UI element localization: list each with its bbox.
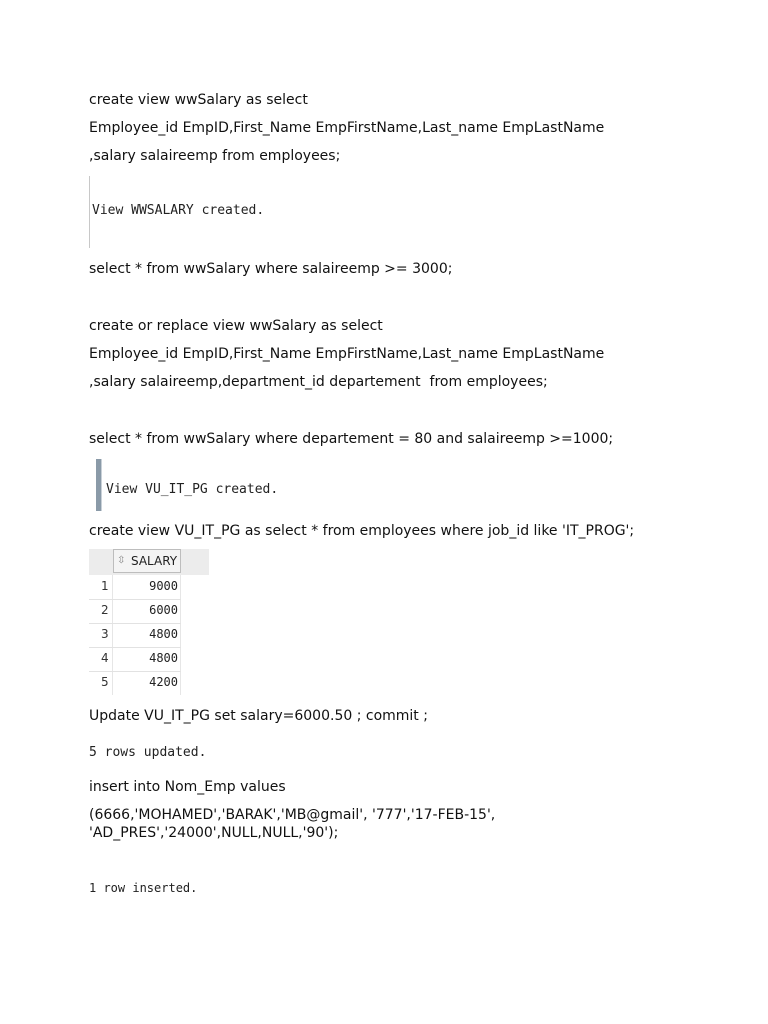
sql-line: create or replace view wwSalary as select [89, 318, 383, 334]
table-row[interactable] [89, 575, 181, 600]
sql-line: ,salary salaireemp from employees; [89, 148, 341, 164]
row-number: 5 [101, 675, 109, 689]
output-message: View VU_IT_PG created. [106, 482, 279, 497]
sql-line: select * from wwSalary where departement = 80 and salaireemp >=1000; [89, 431, 614, 447]
table-row[interactable] [89, 623, 181, 648]
output-message-rows-updated: 5 rows updated. [89, 745, 207, 760]
column-header-label: SALARY [131, 554, 178, 568]
sql-line: (6666,'MOHAMED','BARAK','MB@gmail', '777','17-FEB-15', [89, 807, 496, 823]
row-number: 4 [101, 651, 109, 665]
sql-line: Employee_id EmpID,First_Name EmpFirstName,Last_name EmpLastName [89, 120, 605, 136]
output-message: View WWSALARY created. [92, 203, 265, 218]
sql-line: Update VU_IT_PG set salary=6000.50 ; commit ; [89, 708, 428, 724]
salary-cell: 9000 [149, 579, 178, 593]
table-row[interactable] [89, 671, 181, 695]
table-row[interactable] [89, 599, 181, 624]
salary-cell: 4800 [149, 651, 178, 665]
salary-cell: 4200 [149, 675, 178, 689]
sql-line: create view wwSalary as select [89, 92, 308, 108]
sql-line: Employee_id EmpID,First_Name EmpFirstName,Last_name EmpLastName [89, 346, 605, 362]
sort-arrows-icon: ⇳ [117, 555, 126, 566]
sql-line: ,salary salaireemp,department_id departement from employees; [89, 374, 548, 390]
grid-column-header[interactable] [113, 549, 181, 573]
table-row[interactable] [89, 647, 181, 672]
sql-line: create view VU_IT_PG as select * from employees where job_id like 'IT_PROG'; [89, 523, 635, 539]
sql-line: 'AD_PRES','24000',NULL,NULL,'90'); [89, 825, 339, 841]
row-number: 3 [101, 627, 109, 641]
output-panel-border [96, 459, 102, 511]
row-number: 1 [101, 579, 109, 593]
output-panel-border [89, 176, 90, 248]
sql-line: insert into Nom_Emp values [89, 779, 286, 795]
salary-cell: 6000 [149, 603, 178, 617]
output-message-row-inserted: 1 row inserted. [89, 881, 198, 895]
row-number: 2 [101, 603, 109, 617]
sql-line: select * from wwSalary where salaireemp >= 3000; [89, 261, 453, 277]
salary-cell: 4800 [149, 627, 178, 641]
